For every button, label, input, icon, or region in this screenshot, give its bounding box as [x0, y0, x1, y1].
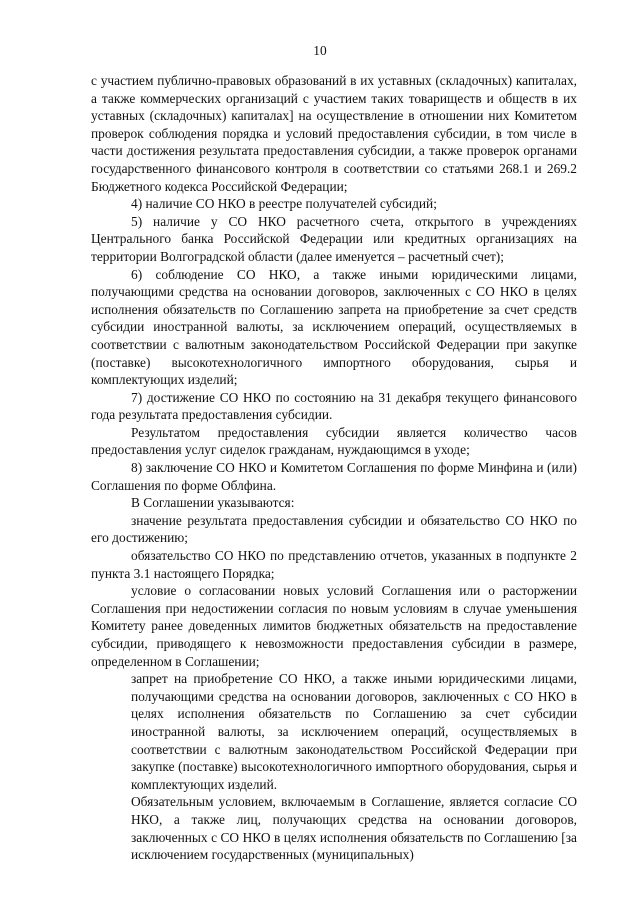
- paragraph-item-8: 8) заключение СО НКО и Комитетом Соглашения по форме Минфина и (или) Соглашения по форме Облфина.: [91, 460, 577, 493]
- paragraph-mandatory-condition: Обязательным условием, включаемым в Соглашение, является согласие СО НКО, а также лиц, получающих средства на основании договоров, заключенных с СО НКО в целях исполнения обязательств по Соглашению [за исключением государственных (муниципальных): [131, 794, 577, 863]
- paragraph-item-5: 5) наличие у СО НКО расчетного счета, открытого в учреждениях Центрального банка Российской Федерации или кредитных организациях на территории Волгоградской области (далее именуется – расчетный счет);: [91, 213, 577, 264]
- paragraph-item-4: 4) наличие СО НКО в реестре получателей субсидий;: [131, 196, 437, 212]
- paragraph-intro-continuation: с участием публично-правовых образований в их уставных (складочных) капиталах, а также коммерческих организаций с участием таких товариществ и обществ в их уставных (складочных) капиталах] на осуществление в отношении них Комитетом проверок соблюдения порядка и условий предоставления субсидии, в том числе в части достижения результата предоставления субсидии, а также проверок органами государственного финансового контроля в соответствии со статьями 268.1 и 269.2 Бюджетного кодекса Российской Федерации;: [91, 73, 577, 194]
- paragraph-item-6: 6) соблюдение СО НКО, а также иными юридическими лицами, получающими средства на основании договоров, заключенных с СО НКО в целях исполнения обязательств по Соглашению запрета на приобретение за счет средств субсидии иностранной валюты, за исключением операций, осуществляемых в соответствии с валютным законодательством Российской Федерации при закупке (поставке) высокотехнологичного импортного оборудования, сырья и комплектующих изделий;: [91, 266, 577, 388]
- paragraph-result-definition: Результатом предоставления субсидии является количество часов предоставления услуг сиделок гражданам, нуждающимся в уходе;: [91, 424, 577, 458]
- paragraph-agreement-result-value: значение результата предоставления субсидии и обязательство СО НКО по его достижению;: [91, 512, 577, 546]
- paragraph-agreement-intro: В Соглашении указываются:: [131, 495, 295, 511]
- paragraph-agreement-reports: обязательство СО НКО по представлению отчетов, указанных в подпункте 2 пункта 3.1 настоящего Порядка;: [91, 548, 577, 581]
- paragraph-item-7: 7) достижение СО НКО по состоянию на 31 декабря текущего финансового года результата предоставления субсидии.: [91, 389, 577, 423]
- page-number: 10: [313, 43, 327, 58]
- paragraph-agreement-currency-ban: запрет на приобретение СО НКО, а также иными юридическими лицами, получающими средства на основании договоров, заключенных с СО НКО в целях исполнения обязательств по Соглашению за счет субсидии иностранной валюты, за исключением операций, осуществляемых в соответствии с валютным законодательством Российской Федерации при закупке (поставке) высокотехнологичного импортного оборудования, сырья и комплектующих изделий.: [131, 671, 577, 792]
- paragraph-agreement-new-conditions: условие о согласовании новых условий Соглашения или о расторжении Соглашения при недостижении согласия по новым условиям в случае уменьшения Комитету ранее доведенных лимитов бюджетных обязательств на предоставление субсидии, приводящего к невозможности предоставления субсидии в размере, определенном в Соглашении;: [91, 583, 577, 669]
- document-body: [91, 72, 577, 864]
